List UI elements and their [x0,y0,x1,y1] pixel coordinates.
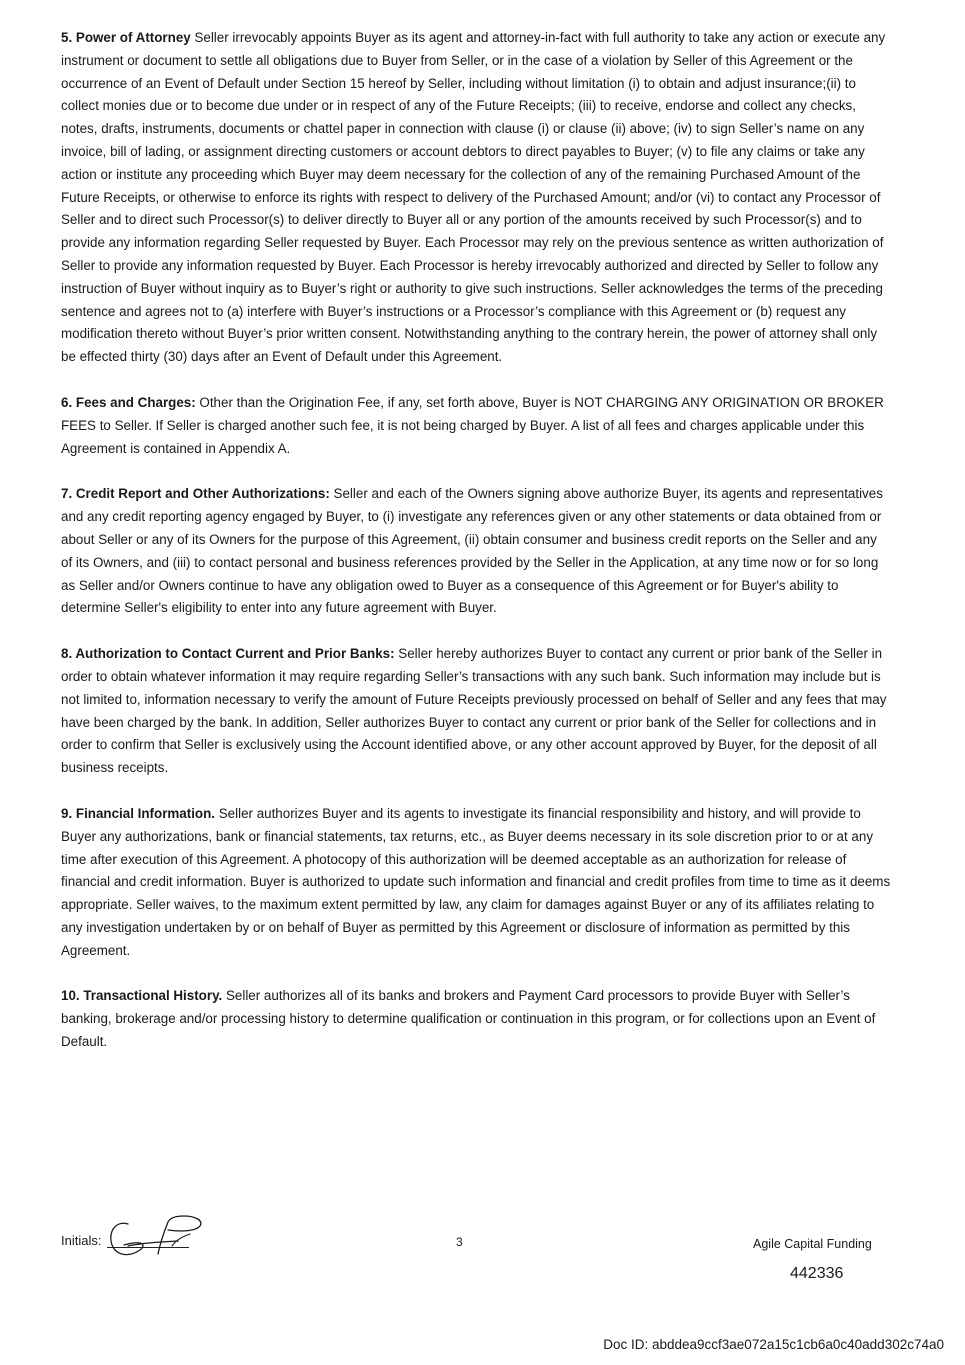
section-text: Seller and each of the Owners signing above authorize Buyer, its agents and representatives and any credit reporting agency engaged by Buyer, to (i) investigate any references given or any other statements or data obtained from or about Seller or any of its Owners for the purpose of this Agreement, (ii) obtain consumer and business credit reports on the Seller and any of its Owners, and (iii) to contact personal and business references provided by the Seller in the Application, at any time now or for so long as Seller and/or Owners continue to have any obligation owed to Buyer as a consequence of this Agreement or for Buyer's ability to determine Seller's eligibility to enter into any future agreement with Buyer. [61,486,883,616]
initials-label: Initials: [61,1233,102,1248]
section-financial-information [61,803,891,963]
section-text: Seller authorizes Buyer and its agents to investigate its financial responsibility and history, and will provide to Buyer any authorizations, bank or financial statements, tax returns, etc., as Buyer deems necessary in its sole discretion prior to or at any time after execution of this Agreement. A photocopy of this authorization will be deemed acceptable as an authorization for release of financial and credit information. Buyer is authorized to update such information and financial and credit profiles from time to time as it deems appropriate. Seller waives, to the maximum extent permitted by law, any claim for damages against Buyer or any of its affiliates relating to any investigation undertaken by or on behalf of Buyer as permitted by this Agreement or disclosure of information as permitted by this Agreement. [61,805,891,958]
section-heading: 6. Fees and Charges: [61,394,196,410]
company-name: Agile Capital Funding [753,1237,872,1251]
section-text: Seller hereby authorizes Buyer to contact any current or prior bank of the Seller in order to obtain whatever information it may require regarding Seller’s transactions with any such bank. Such information may include but is not limited to, information necessary to verify the amount of Future Receipts previously processed on behalf of Seller and any fees that may have been charged by the bank. In addition, Seller authorizes Buyer to contact any current or prior bank of the Seller for collections and in order to confirm that Seller is exclusively using the Account identified above, or any other account approved by Buyer, for the deposit of all business receipts. [61,646,887,776]
document-body [61,27,891,1077]
page-number: 3 [456,1235,463,1249]
section-heading: 5. Power of Attorney [61,30,191,45]
reference-number: 442336 [790,1265,844,1282]
section-text: Seller authorizes all of its banks and brokers and Payment Card processors to provide Buyer with Seller’s banking, brokerage and/or processing history to determine qualification or continuation in this program, or for collections upon an Event of Default. [61,988,876,1050]
document-id: Doc ID: abddea9ccf3ae072a15c1cb6a0c40add302c74a0 [603,1337,944,1352]
section-text: Seller irrevocably appoints Buyer as its agent and attorney-in-fact with full authority to take any action or execute any instrument or document to settle all obligations due to Buyer from Seller, or in the case of a violation by Seller of this Agreement or the occurrence of an Event of Default under Section 15 hereof by Seller, including without limitation (i) to obtain and adjust insurance;(ii) to collect monies due or to become due under or in respect of any of the Future Receipts; (iii) to receive, endorse and collect any checks, notes, drafts, instruments, documents or chattel paper in connection with clause (i) or clause (ii) above; (iv) to sign Seller’s name on any invoice, bill of lading, or assignment directing customers or account debtors to direct payables to Buyer; (v) to file any claims or take any action or institute any proceeding which Buyer may deem necessary for the collection of any of the remaining Purchased Amount of the Future Receipts, or otherwise to enforce its rights with respect to delivery of the Purchased Amount; and/or (vi) to contact any Processor of Seller and to direct such Processor(s) to deliver directly to Buyer all or any portion of the amounts received by such Processor(s) and to provide any information regarding Seller requested by Buyer. Each Processor may rely on the previous sentence as written authorization of Seller to provide any information requested by Buyer. Each Processor is hereby irrevocably authorized and directed by Seller to follow any instruction of Buyer without inquiry as to Buyer’s right or authority to give such instructions. Seller acknowledges the terms of the preceding sentence and agrees not to (a) interfere with Buyer’s instructions or a Processor’s compliance with this Agreement or (b) request any modification thereto without Buyer’s prior written consent. Notwithstanding anything to the contrary herein, the power of attorney shall only be effected thirty (30) days after an Event of Default under this Agreement. [61,30,886,365]
section-transactional-history [61,985,891,1053]
section-heading: 7. Credit Report and Other Authorizations: [61,486,330,502]
section-fees-and-charges [61,392,891,460]
section-heading: 8. Authorization to Contact Current and Prior Banks: [61,646,395,662]
section-power-of-attorney [61,27,891,369]
section-heading: 10. Transactional History. [61,988,223,1004]
section-heading: 9. Financial Information. [61,805,216,821]
section-credit-report [61,483,891,620]
initials-signature [106,1212,206,1262]
section-text: Other than the Origination Fee, if any, set forth above, Buyer is NOT CHARGING ANY ORIGINATION OR BROKER FEES to Seller. If Seller is charged another such fee, it is not being charged by Buyer. A list of all fees and charges applicable under this Agreement is contained in Appendix A. [61,394,884,456]
section-contact-banks [61,643,891,780]
